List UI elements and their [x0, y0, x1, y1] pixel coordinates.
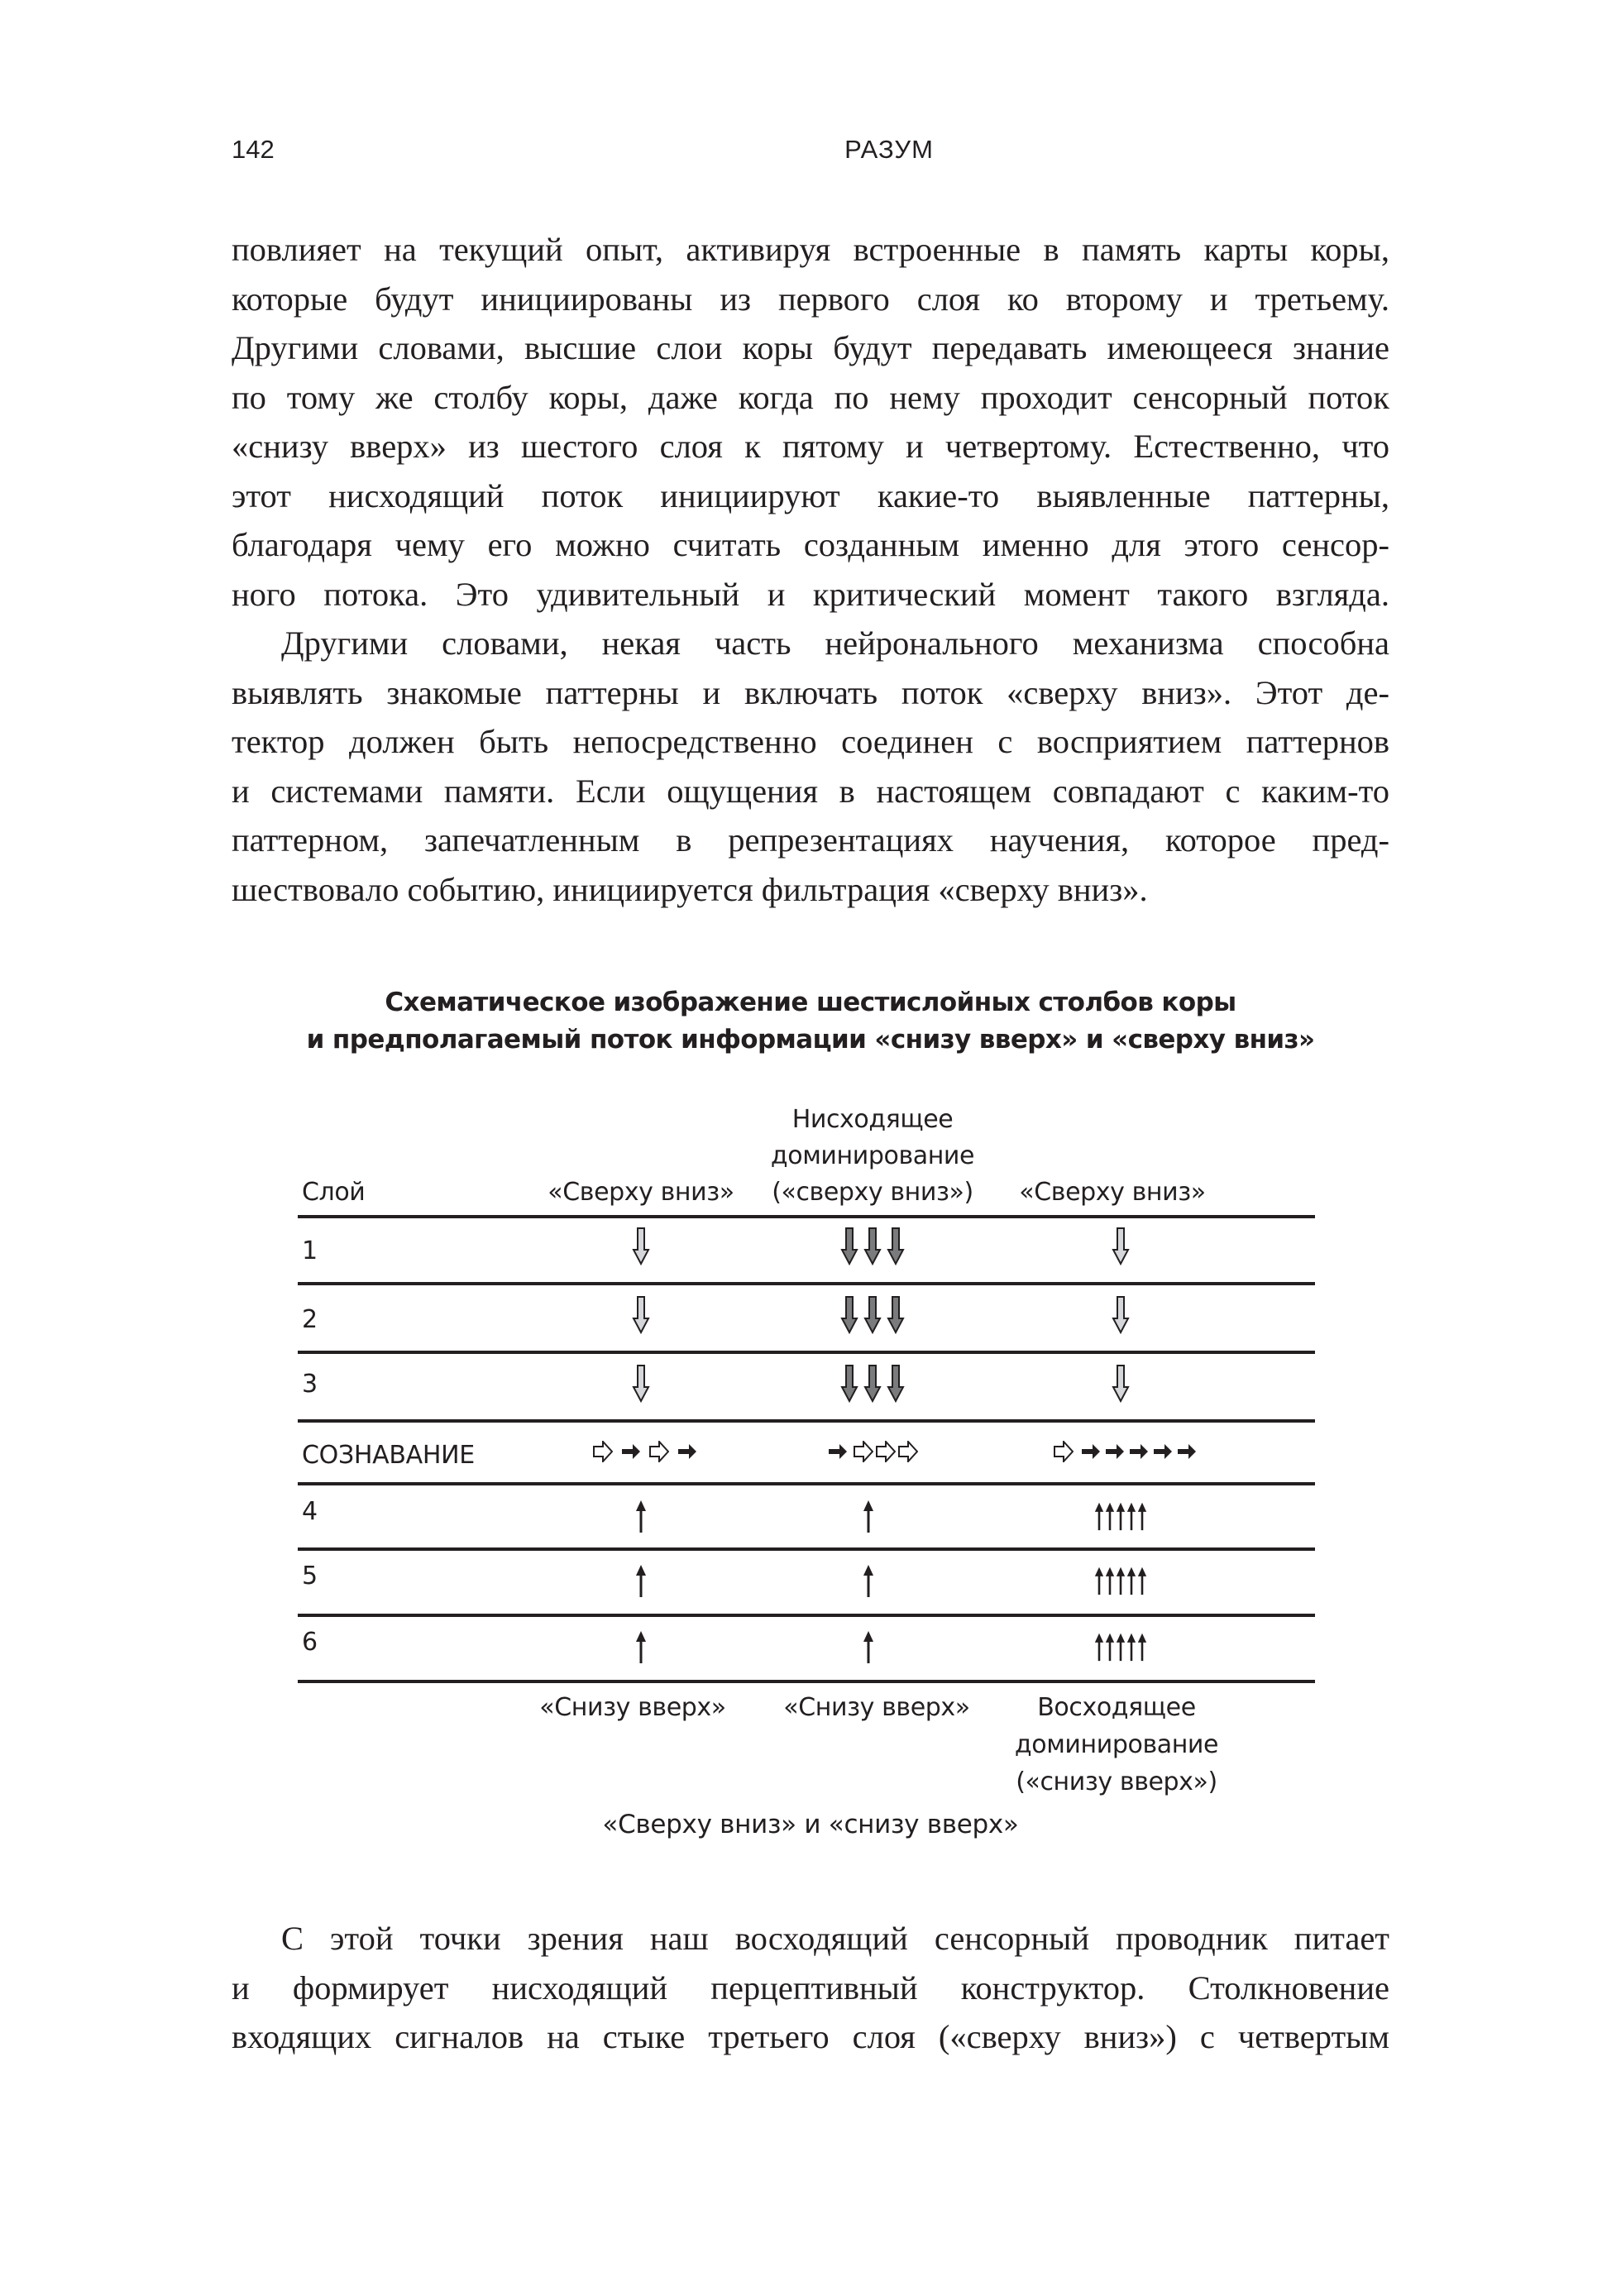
divider — [298, 1680, 1315, 1683]
text-line: повлияет на текущий опыт, активируя встроенные в память карты коры, — [232, 231, 1389, 268]
figure-caption: «Сверху вниз» и «снизу вверх» — [602, 1810, 1019, 1839]
header-layer: Слой — [302, 1178, 366, 1207]
up-arrow-icon — [1116, 1564, 1126, 1597]
up-arrow-icon — [1094, 1500, 1104, 1533]
footer-col3: Восходящее доминирование («снизу вверх») — [1014, 1693, 1219, 1796]
up-arrow-icon — [1116, 1500, 1126, 1533]
down-dark-arrow-icon — [840, 1227, 858, 1265]
row-label-layer-2: 2 — [302, 1305, 318, 1334]
up-arrow-icon — [1137, 1500, 1147, 1533]
row-label-layer-1: 1 — [302, 1236, 318, 1265]
cell-awareness-c3 — [1001, 1433, 1249, 1471]
up-arrow-icon — [1094, 1564, 1104, 1597]
text-line: выявлять знакомые паттерны и включать поток «сверху вниз». Этот де- — [232, 673, 1389, 711]
down-light-arrow-icon — [1112, 1365, 1130, 1403]
text-line: ного потока. Это удивительный и критический момент такого взгляда. — [232, 575, 1389, 613]
paragraph-3 — [232, 1914, 1389, 2062]
paragraph-2 — [232, 619, 1389, 914]
hollow-right-arrow-icon — [593, 1441, 613, 1462]
solid-right-arrow-icon — [1177, 1443, 1197, 1460]
divider — [298, 1282, 1315, 1285]
text-line: Другими словами, высшие слои коры будут передавать имеющееся знание — [232, 329, 1389, 366]
down-light-arrow-icon — [1112, 1296, 1130, 1334]
cell-r1-c3 — [1017, 1226, 1224, 1267]
paragraph-1 — [232, 225, 1389, 619]
cell-r5-c1 — [558, 1563, 724, 1598]
up-arrow-icon — [1105, 1500, 1115, 1533]
solid-right-arrow-icon — [1081, 1443, 1101, 1460]
divider — [298, 1351, 1315, 1354]
cell-r2-c2 — [769, 1294, 976, 1336]
cell-awareness-c1 — [546, 1433, 744, 1471]
header-col2: Нисходящее доминирование («сверху вниз») — [770, 1105, 975, 1207]
up-arrow-icon — [635, 1630, 647, 1663]
footer-col2: «Снизу вверх» — [783, 1693, 970, 1722]
divider — [298, 1482, 1315, 1485]
text-line: С этой точки зрения наш восходящий сенсорный проводник питает — [281, 1920, 1389, 1957]
running-head — [232, 135, 1389, 168]
divider — [298, 1614, 1315, 1617]
text-line: этот нисходящий поток инициируют какие-то выявленные паттерны, — [232, 476, 1389, 514]
cell-r4-c1 — [558, 1499, 724, 1533]
down-dark-arrow-icon — [840, 1296, 858, 1334]
cell-r2-c1 — [558, 1294, 724, 1336]
cell-r1-c2 — [769, 1226, 976, 1267]
figure-title: Схематическое изображение шестислойных столбов коры и предполагаемый поток информации «снизу вверх» и «сверху вниз» — [306, 988, 1315, 1055]
chapter-title: РАЗУМ — [844, 135, 934, 164]
text-line: и формирует нисходящий перцептивный конструктор. Столкновение — [232, 1968, 1389, 2007]
text-line: тектор должен быть непосредственно соединен с восприятием паттернов — [232, 723, 1389, 760]
down-light-arrow-icon — [632, 1296, 650, 1334]
up-arrow-icon — [1105, 1564, 1115, 1597]
cell-r4-c2 — [786, 1499, 951, 1533]
up-arrow-icon — [1137, 1630, 1147, 1663]
up-arrow-icon — [635, 1500, 647, 1533]
cell-r2-c3 — [1017, 1294, 1224, 1336]
hollow-right-arrow-icon — [854, 1441, 873, 1462]
cell-awareness-c2 — [769, 1433, 976, 1471]
cell-r6-c2 — [786, 1629, 951, 1664]
up-arrow-icon — [863, 1630, 874, 1663]
row-label-layer-4: 4 — [302, 1497, 318, 1526]
text-line: по тому же столбу коры, даже когда по нему проходит сенсорный поток — [232, 378, 1389, 416]
text-line: шествовало событию, инициируется фильтрация «сверху вниз». — [232, 870, 1148, 908]
up-arrow-icon — [863, 1564, 874, 1597]
cell-r5-c3 — [1017, 1563, 1224, 1598]
down-dark-arrow-icon — [887, 1365, 905, 1403]
text-line: Другими словами, некая часть нейронального механизма способна — [281, 624, 1389, 662]
hollow-right-arrow-icon — [649, 1441, 669, 1462]
cell-r6-c3 — [1017, 1629, 1224, 1664]
cell-r5-c2 — [786, 1563, 951, 1598]
down-light-arrow-icon — [1112, 1227, 1130, 1265]
down-dark-arrow-icon — [840, 1365, 858, 1403]
cell-r1-c1 — [558, 1226, 724, 1267]
down-dark-arrow-icon — [863, 1227, 882, 1265]
down-light-arrow-icon — [632, 1365, 650, 1403]
solid-right-arrow-icon — [1153, 1443, 1173, 1460]
body-text-top — [232, 225, 1389, 914]
up-arrow-icon — [635, 1564, 647, 1597]
text-line: которые будут инициированы из первого слоя ко второму и третьему. — [232, 280, 1389, 318]
solid-right-arrow-icon — [1105, 1443, 1125, 1460]
solid-right-arrow-icon — [621, 1443, 641, 1460]
cell-r3-c3 — [1017, 1363, 1224, 1404]
body-text-bottom — [232, 1914, 1389, 2062]
cell-r6-c1 — [558, 1629, 724, 1664]
cell-r4-c3 — [1017, 1499, 1224, 1533]
hollow-right-arrow-icon — [1054, 1441, 1074, 1462]
up-arrow-icon — [1126, 1630, 1136, 1663]
divider — [298, 1215, 1315, 1218]
up-arrow-icon — [1094, 1630, 1104, 1663]
divider — [298, 1547, 1315, 1551]
page-number: 142 — [232, 135, 275, 164]
row-label-layer-6: 6 — [302, 1628, 318, 1657]
text-line: и системами памяти. Если ощущения в настоящем совпадают с каким-то — [232, 772, 1389, 810]
footer-col1: «Снизу вверх» — [539, 1693, 726, 1722]
cell-r3-c2 — [769, 1363, 976, 1404]
text-line: паттерном, запечатленным в репрезентациях научения, которое пред- — [232, 821, 1389, 859]
cell-r3-c1 — [558, 1363, 724, 1404]
solid-right-arrow-icon — [828, 1443, 848, 1460]
down-light-arrow-icon — [632, 1227, 650, 1265]
text-line: благодаря чему его можно считать созданным именно для этого сенсор- — [232, 526, 1389, 563]
down-dark-arrow-icon — [863, 1296, 882, 1334]
hollow-right-arrow-icon — [876, 1441, 896, 1462]
up-arrow-icon — [1105, 1630, 1115, 1663]
header-col3: «Сверху вниз» — [1019, 1178, 1206, 1207]
row-label-layer-5: 5 — [302, 1562, 318, 1590]
solid-right-arrow-icon — [677, 1443, 697, 1460]
down-dark-arrow-icon — [887, 1227, 905, 1265]
solid-right-arrow-icon — [1129, 1443, 1149, 1460]
row-label-awareness: СОЗНАВАНИЕ — [302, 1441, 475, 1470]
up-arrow-icon — [1116, 1630, 1126, 1663]
up-arrow-icon — [1126, 1564, 1136, 1597]
header-col1: «Сверху вниз» — [548, 1178, 734, 1207]
up-arrow-icon — [1126, 1500, 1136, 1533]
divider — [298, 1419, 1315, 1423]
text-line: входящих сигналов на стыке третьего слоя («сверху вниз») с четвертым — [232, 2018, 1389, 2055]
row-label-layer-3: 3 — [302, 1370, 318, 1399]
hollow-right-arrow-icon — [898, 1441, 918, 1462]
down-dark-arrow-icon — [887, 1296, 905, 1334]
up-arrow-icon — [863, 1500, 874, 1533]
up-arrow-icon — [1137, 1564, 1147, 1597]
text-line: «снизу вверх» из шестого слоя к пятому и четвертому. Естественно, что — [232, 428, 1389, 465]
down-dark-arrow-icon — [863, 1365, 882, 1403]
